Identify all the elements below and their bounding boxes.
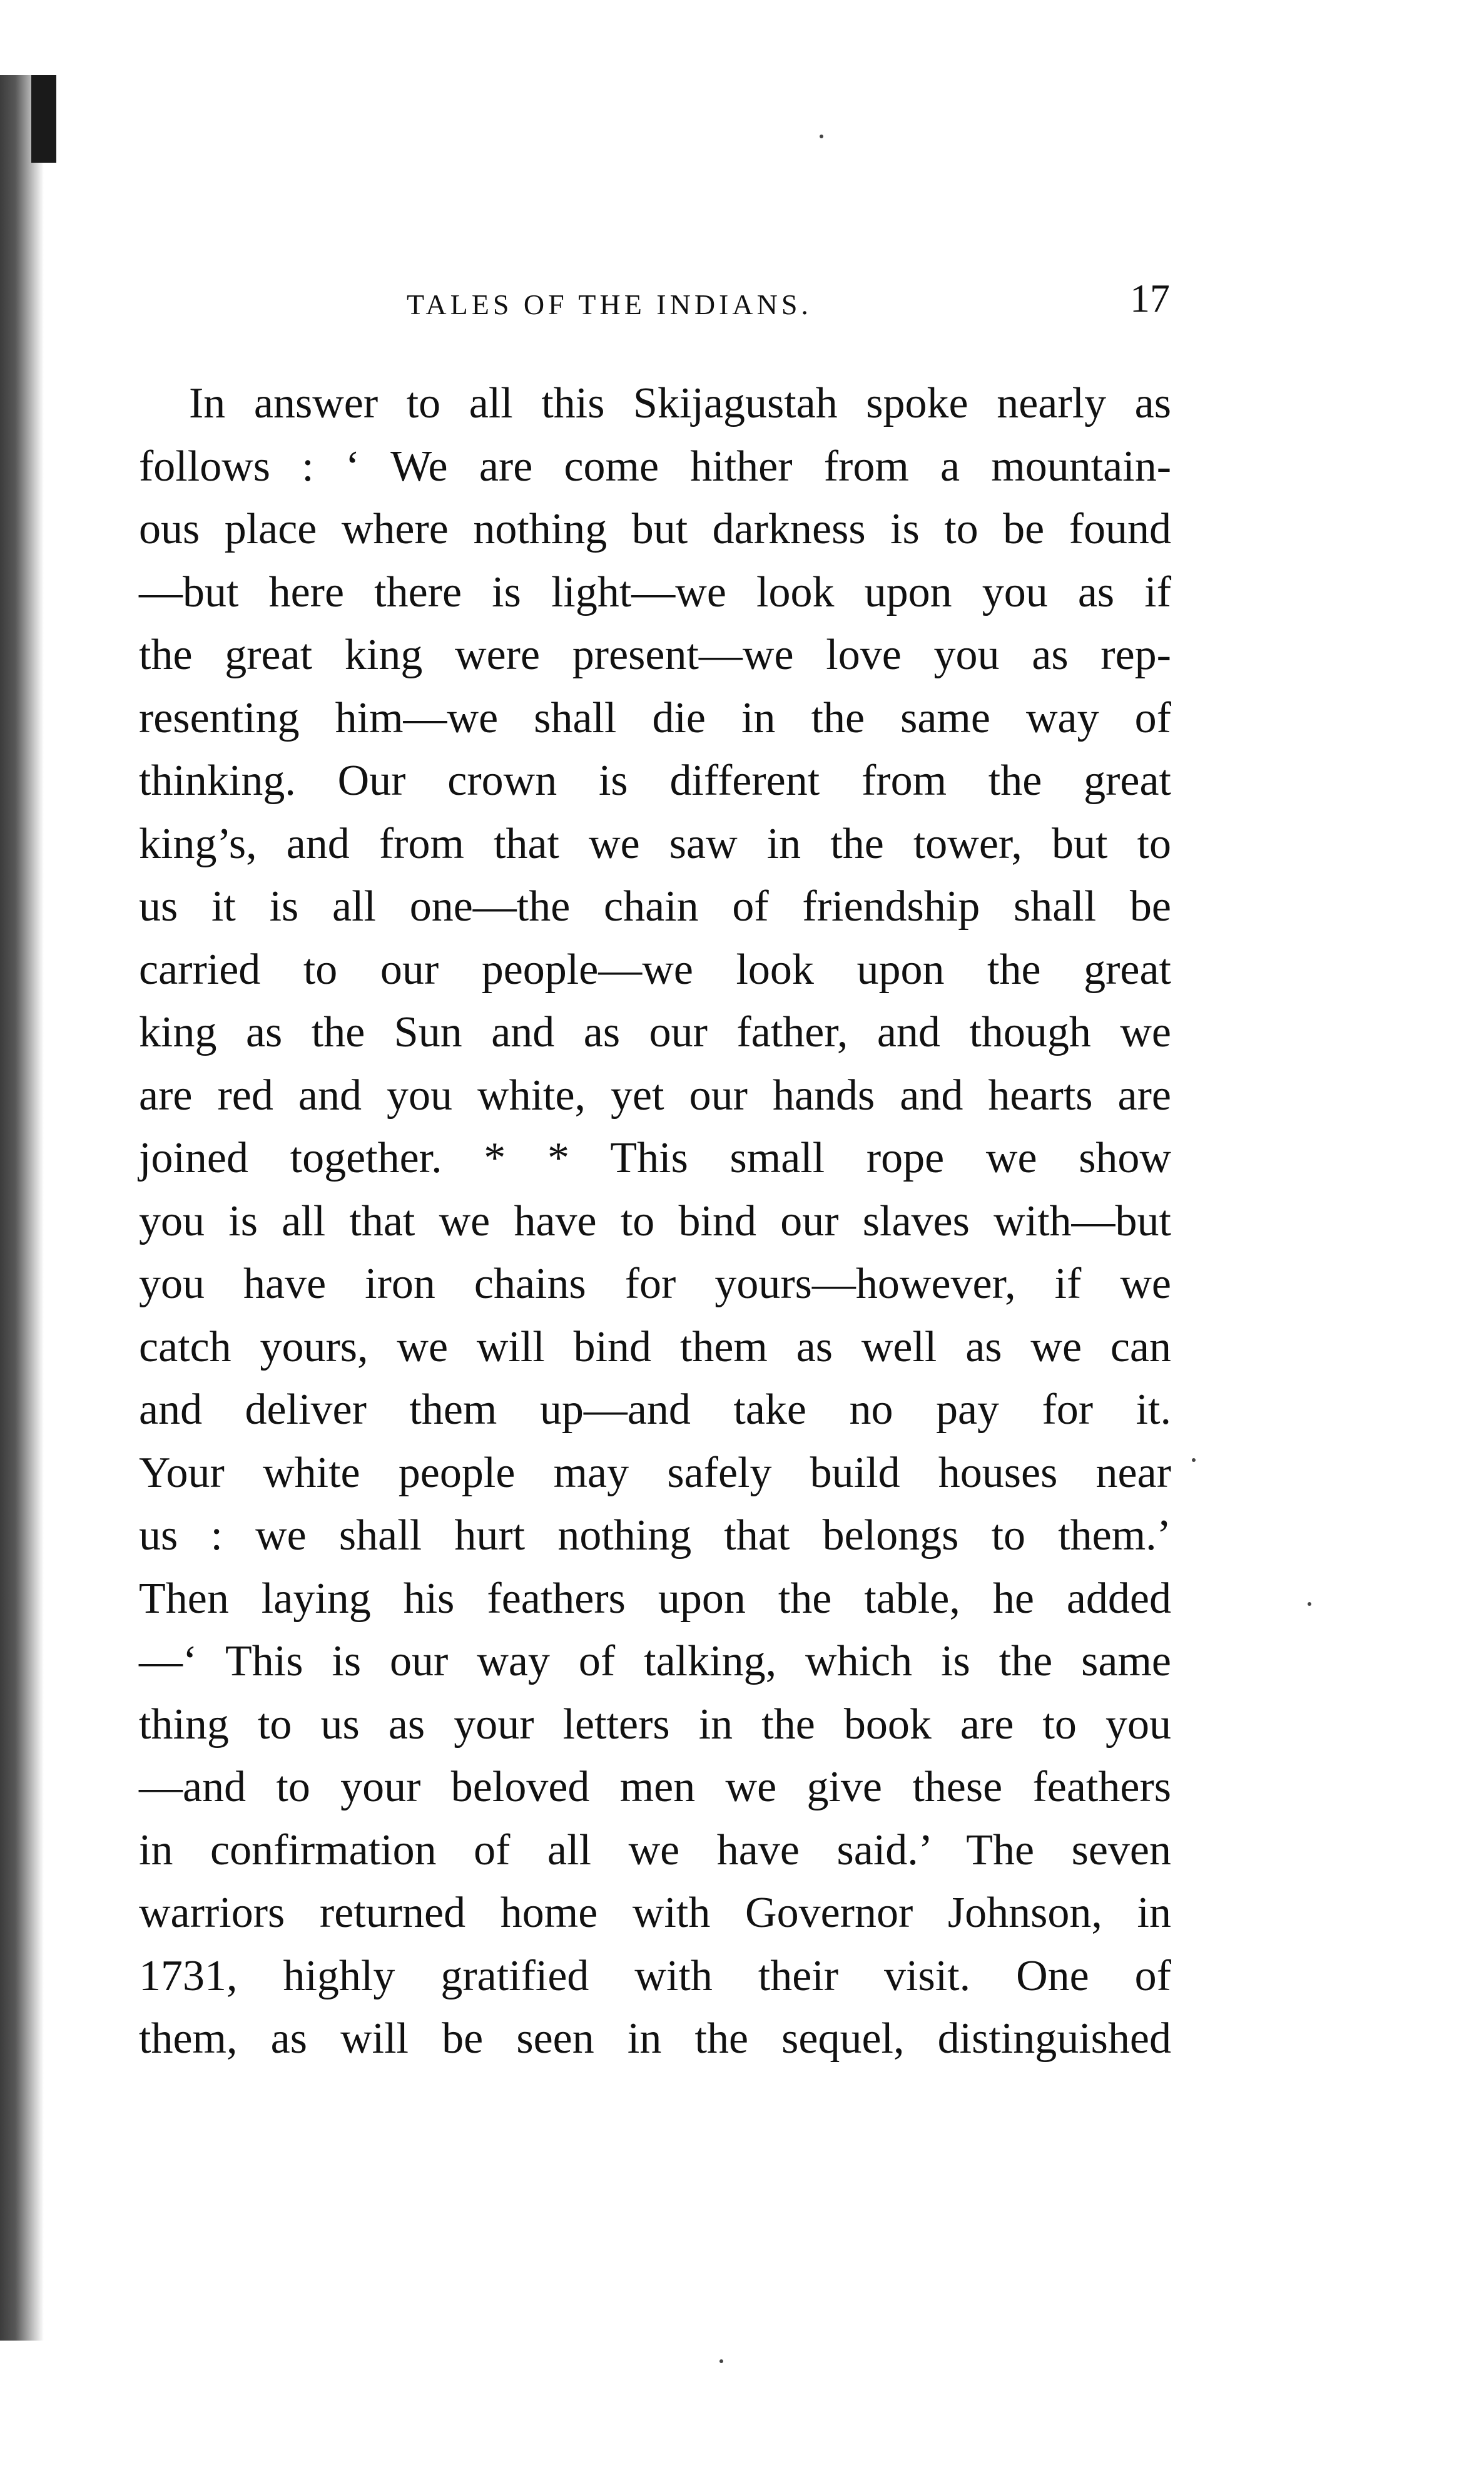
binding-mark <box>31 75 56 163</box>
text-line: them, as will be seen in the sequel, distinguished <box>139 2015 1171 2063</box>
text-line: ous place where nothing but darkness is to be found <box>139 505 1171 553</box>
text-line: in confirmation of all we have said.’ The seven <box>139 1826 1171 1874</box>
text-line: you is all that we have to bind our slaves with—but <box>139 1197 1171 1245</box>
text-line: Then laying his feathers upon the table, he added <box>139 1574 1171 1623</box>
text-line: carried to our people—we look upon the great <box>139 945 1171 994</box>
text-line: warriors returned home with Governor Johnson, in <box>139 1889 1171 1937</box>
text-line: us it is all one—the chain of friendship shall be <box>139 882 1171 931</box>
text-line: king as the Sun and as our father, and though we <box>139 1008 1171 1056</box>
scan-speck <box>820 135 823 138</box>
text-line: —‘ This is our way of talking, which is the same <box>139 1637 1171 1685</box>
running-head: TALES OF THE INDIANS. <box>407 289 812 320</box>
page-header <box>144 275 1170 344</box>
text-line: Your white people may safely build houses near <box>139 1448 1171 1497</box>
binding-shadow <box>0 75 44 2341</box>
scan-speck <box>719 2359 723 2363</box>
body-text <box>139 372 1171 2071</box>
scan-speck <box>1192 1458 1196 1462</box>
text-line: —and to your beloved men we give these feathers <box>139 1763 1171 1811</box>
text-line: resenting him—we shall die in the same way of <box>139 693 1171 742</box>
text-line: 1731, highly gratified with their visit. One of <box>139 1951 1171 2000</box>
text-line: catch yours, we will bind them as well as we can <box>139 1322 1171 1371</box>
text-line: the great king were present—we love you as rep- <box>139 631 1171 679</box>
scan-speck <box>1308 1602 1311 1606</box>
page-number: 17 <box>1130 276 1170 320</box>
text-line: follows : ‘ We are come hither from a mountain- <box>139 442 1171 491</box>
text-line: you have iron chains for yours—however, if we <box>139 1260 1171 1308</box>
text-line: joined together. * * This small rope we show <box>139 1134 1171 1182</box>
text-line: thinking. Our crown is different from the great <box>139 757 1171 805</box>
text-line: In answer to all this Skijagustah spoke nearly as <box>189 379 1171 427</box>
text-line: and deliver them up—and take no pay for it. <box>139 1386 1171 1434</box>
text-line: are red and you white, yet our hands and hearts are <box>139 1071 1171 1120</box>
text-line: thing to us as your letters in the book are to you <box>139 1700 1171 1749</box>
text-line: king’s, and from that we saw in the tower, but to <box>139 819 1171 868</box>
text-line: us : we shall hurt nothing that belongs to them.’ <box>139 1511 1171 1560</box>
text-line: —but here there is light—we look upon you as if <box>139 568 1171 616</box>
